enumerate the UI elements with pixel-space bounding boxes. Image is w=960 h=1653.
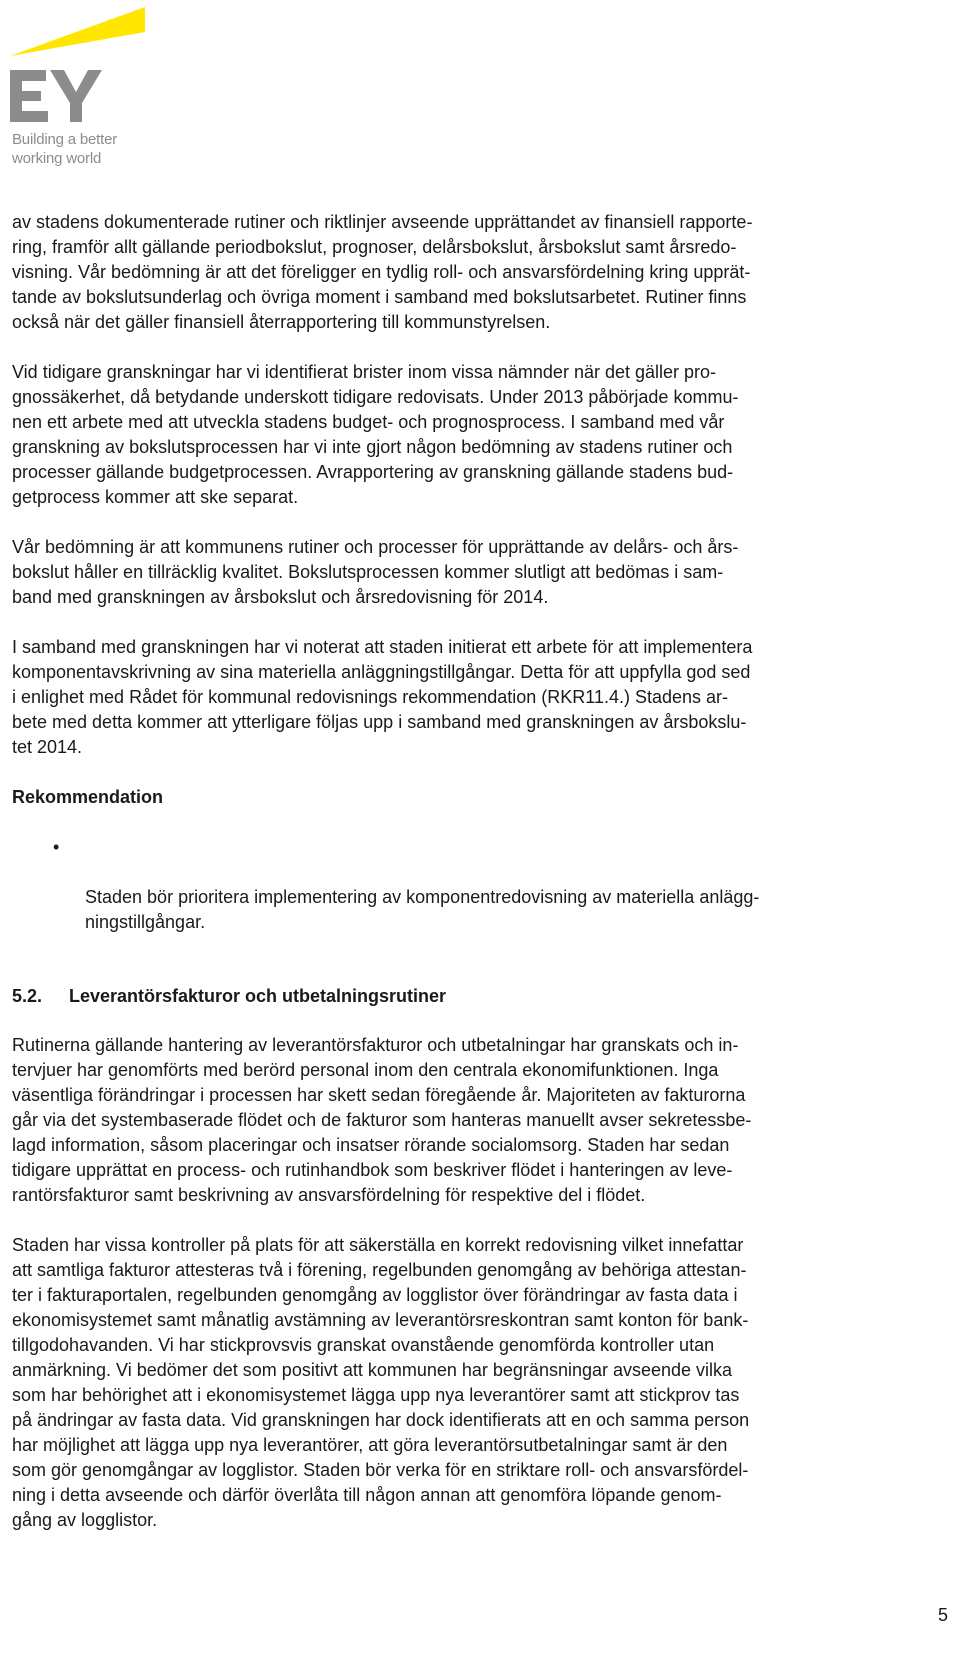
paragraph: Staden har vissa kontroller på plats för att säkerställa en korrekt redovisning vilket innefattar att samtliga fakturor attesteras två i förening, regelbunden genomgång av behöriga attestan- ter i fakturaportalen, regelbunden genomgång av logglistor över förändringar av fasta data i ekonomisystemet samt månatlig avstämning av leverantörsreskontran samt konton för bank- tillgodohavanden. Vi har stickprovsvis granskat ovanstående genomförda kontroller utan anmärkning. Vi bedömer det som positivt att kommunen har begränsningar avseende vilka som har behörighet att i ekonomisystemet lägga upp nya leverantörer samt att stickprov tas på ändringar av fasta data. Vid granskningen har dock identifierats att en och samma person har möjlighet att lägga upp nya leverantörer, att göra leverantörsutbetalningar samt är den som gör genomgångar av logglistor. Staden bör verka för en striktare roll- och ansvarsfördel- ning i detta avseende och därför överlåta till någon annan att genomföra löpande genom- gång av logglistor. <box>12 1235 750 1530</box>
ey-logo-mark <box>10 4 155 129</box>
list-item-text: Staden bör prioritera implementering av komponentredovisning av materiella anlägg- ningstillgångar. <box>85 887 760 932</box>
page-number: 5 <box>937 1605 948 1625</box>
section-heading <box>12 984 930 1009</box>
document-body <box>12 210 930 1533</box>
recommendation-list <box>12 835 930 935</box>
recommendation-heading: Rekommendation <box>12 787 164 807</box>
logo-tagline: Building a better working world <box>12 131 118 167</box>
ey-logo <box>10 4 155 174</box>
ey-letter-e <box>10 70 48 122</box>
ey-letter-y <box>50 70 102 122</box>
paragraph: av stadens dokumenterade rutiner och riktlinjer avseende upprättandet av finansiell rapporte- ring, framför allt gällande periodbokslut, prognoser, delårsbokslut, årsbokslut samt årsredo- visning. Vår bedömning är att det föreligger en tydlig roll- och ansvarsfördelning kring upprät- tande av bokslutsunderlag och övriga moment i samband med bokslutsarbetet. Rutiner finns också när det gäller finansiell återrapportering till kommunstyrelsen. <box>12 212 753 332</box>
section-title: Leverantörsfakturor och utbetalningsrutiner <box>69 986 447 1006</box>
paragraph: I samband med granskningen har vi noterat att staden initierat ett arbete för att implementera komponentavskrivning av sina materiella anläggningstillgångar. Detta för att uppfylla god sed i enlighet med Rådet för kommunal redovisnings rekommendation (RKR11.4.) Stadens ar- bete med detta kommer att ytterligare följas upp i samband med granskningen av årsbokslu- tet 2014. <box>12 637 753 757</box>
paragraph: Vid tidigare granskningar har vi identifierat brister inom vissa nämnder när det gäller pro- gnossäkerhet, då betydande underskott tidigare redovisats. Under 2013 påbörjade kommu- nen ett arbete med att utveckla stadens budget- och prognosprocess. I samband med vår granskning av bokslutsprocessen har vi inte gjort någon bedömning av stadens rutiner och processer gällande budgetprocessen. Avrapportering av granskning gällande stadens bud- getprocess kommer att ske separat. <box>12 362 739 507</box>
paragraph: Vår bedömning är att kommunens rutiner och processer för upprättande av delårs- och års- bokslut håller en tillräcklig kvalitet. Bokslutsprocessen kommer slutligt att bedömas i sam- band med granskningen av årsbokslut och årsredovisning för 2014. <box>12 537 739 607</box>
section-number: 5.2. <box>12 986 43 1006</box>
paragraph: Rutinerna gällande hantering av leverantörsfakturor och utbetalningar har granskats och in- tervjuer har genomförts med berörd personal inom den centrala ekonomifunktionen. Inga väsentliga förändringar i processen har skett sedan föregående år. Majoriteten av fakturorna går via det systembaserade flödet och de fakturor som hanteras manuellt avser sekretessbe- lagd information, såsom placeringar och insatser rörande socialomsorg. Staden har sedan tidigare upprättat en process- och rutinhandbok som beskriver flödet i hanteringen av leve- rantörsfakturor samt beskrivning av ansvarsfördelning för respektive del i flödet. <box>12 1035 752 1205</box>
list-item <box>12 835 930 935</box>
bullet-icon: • <box>53 837 60 857</box>
ey-beam <box>10 7 145 56</box>
